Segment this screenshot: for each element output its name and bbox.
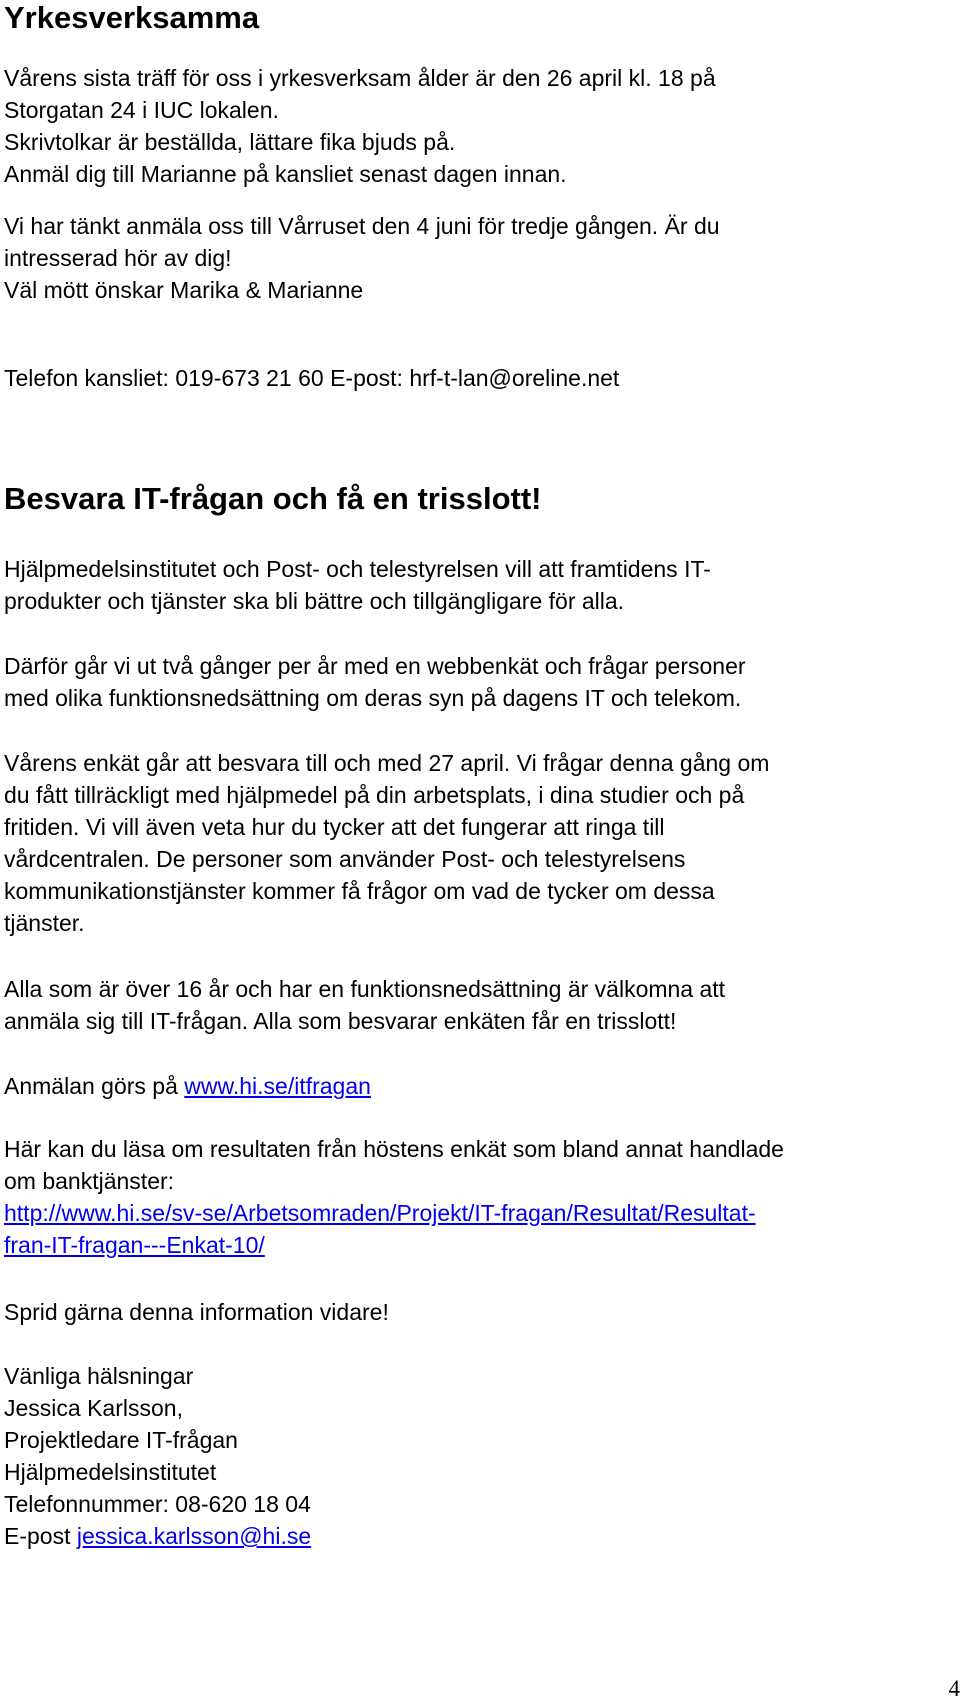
text-line: Storgatan 24 i IUC lokalen. <box>4 97 279 123</box>
text-line: Vårens sista träff för oss i yrkesverksam ålder är den 26 april kl. 18 på <box>4 65 716 91</box>
text-line: anmäla sig till IT-frågan. Alla som besvarar enkäten får en trisslott! <box>4 1008 677 1034</box>
signup-text: Anmälan görs på <box>4 1073 185 1099</box>
spring-survey-paragraph <box>4 747 944 939</box>
text-line: vårdcentralen. De personer som använder Post- och telestyrelsens <box>4 846 686 872</box>
section-title-yrkesverksamma: Yrkesverksamma <box>4 0 260 35</box>
share-line: Sprid gärna denna information vidare! <box>4 1299 389 1325</box>
email-link[interactable]: jessica.karlsson@hi.se <box>76 1523 312 1549</box>
text-line: Här kan du läsa om resultaten från höstens enkät som bland annat handlade <box>4 1136 784 1162</box>
text-line: Väl mött önskar Marika & Marianne <box>4 277 364 303</box>
signature-greeting: Vänliga hälsningar <box>4 1363 194 1389</box>
results-link-line-2[interactable]: fran-IT-fragan---Enkat-10/ <box>4 1232 265 1258</box>
text-line: Anmäl dig till Marianne på kansliet senast dagen innan. <box>4 161 567 187</box>
intro-paragraph <box>4 553 944 617</box>
survey-paragraph <box>4 650 944 714</box>
text-line: Vi har tänkt anmäla oss till Vårruset den 4 juni för tredje gången. Är du <box>4 213 720 239</box>
text-line: Skrivtolkar är beställda, lättare fika bjuds på. <box>4 129 456 155</box>
text-line: med olika funktionsnedsättning om deras syn på dagens IT och telekom. <box>4 685 742 711</box>
signature-role: Projektledare IT-frågan <box>4 1427 238 1453</box>
eligibility-paragraph <box>4 973 944 1037</box>
text-line: produkter och tjänster ska bli bättre och tillgängligare för alla. <box>4 588 625 614</box>
meeting-paragraph <box>4 62 944 190</box>
vaarruset-paragraph <box>4 210 944 306</box>
signature-block <box>4 1360 944 1552</box>
signup-link[interactable]: www.hi.se/itfragan <box>184 1073 371 1099</box>
text-line: intresserad hör av dig! <box>4 245 232 271</box>
text-line: Hjälpmedelsinstitutet och Post- och telestyrelsen vill att framtidens IT- <box>4 556 711 582</box>
text-line: fritiden. Vi vill även veta hur du tycker att det fungerar att ringa till <box>4 814 665 840</box>
text-line: Vårens enkät går att besvara till och med 27 april. Vi frågar denna gång om <box>4 750 770 776</box>
page-number: 4 <box>948 1676 960 1701</box>
contact-line: Telefon kansliet: 019-673 21 60 E-post: hrf-t-lan@oreline.net <box>4 365 620 391</box>
signature-org: Hjälpmedelsinstitutet <box>4 1459 217 1485</box>
text-line: tjänster. <box>4 910 85 936</box>
text-line: kommunikationstjänster kommer få frågor om vad de tycker om dessa <box>4 878 715 904</box>
signature-email-line <box>4 1520 944 1552</box>
email-label: E-post <box>4 1523 77 1549</box>
text-line: du fått tillräckligt med hjälpmedel på din arbetsplats, i dina studier och på <box>4 782 745 808</box>
section-title-it-fragan: Besvara IT-frågan och få en trisslott! <box>4 481 542 516</box>
text-line: Alla som är över 16 år och har en funktionsnedsättning är välkomna att <box>4 976 726 1002</box>
text-line: Därför går vi ut två gånger per år med en webbenkät och frågar personer <box>4 653 746 679</box>
signature-phone: Telefonnummer: 08-620 18 04 <box>4 1491 311 1517</box>
signup-paragraph <box>4 1070 944 1102</box>
results-paragraph <box>4 1133 944 1261</box>
text-line: om banktjänster: <box>4 1168 175 1194</box>
signature-name: Jessica Karlsson, <box>4 1395 183 1421</box>
results-link-line-1[interactable]: http://www.hi.se/sv-se/Arbetsomraden/Projekt/IT-fragan/Resultat/Resultat- <box>4 1200 756 1226</box>
